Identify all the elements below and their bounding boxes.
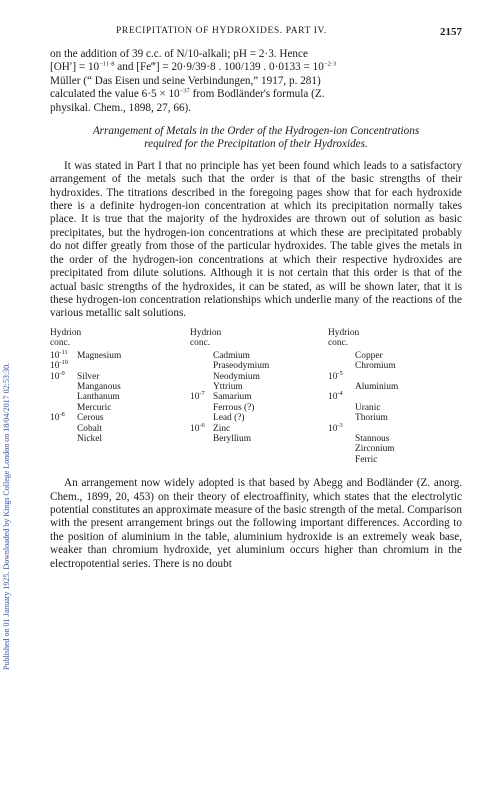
table-cell bbox=[328, 421, 355, 434]
table-body bbox=[50, 348, 462, 465]
conc-exponent: -11 bbox=[59, 348, 68, 356]
p1-line-3: Müller (“ Das Eisen und seine Verbindungen,” 1917, p. 281) bbox=[50, 74, 321, 87]
table-cell bbox=[328, 434, 355, 444]
metal-name: Silver bbox=[77, 371, 100, 382]
metal-name bbox=[77, 455, 190, 465]
metal-name bbox=[77, 444, 190, 454]
download-watermark: Published on 01 January 1925. Downloaded by Kings College London on 18/04/2017 02:53:30. bbox=[2, 362, 11, 670]
conc-exponent: -9 bbox=[59, 369, 65, 377]
p1-line-5: physikal. Chem., 1898, 27, 66). bbox=[50, 101, 192, 114]
metal-name: Aluminium bbox=[355, 381, 399, 392]
paragraph-3 bbox=[50, 477, 462, 571]
header-col-3 bbox=[328, 328, 462, 348]
conc-base: 10 bbox=[190, 392, 200, 403]
metal-name: Ferrous (?) bbox=[213, 402, 255, 413]
section-title: Arrangement of Metals in the Order of the Hydrogen-ion Concentrations required for the Precipitation of their Hydroxides. bbox=[92, 125, 420, 151]
header-label: Hydrion bbox=[328, 327, 360, 338]
conc-base: 10 bbox=[328, 392, 338, 403]
table-cell bbox=[190, 403, 213, 413]
metal-name: Uranic bbox=[355, 402, 381, 413]
table-cell bbox=[328, 444, 355, 454]
p1-l4a: calculated the value 6·5 × 10 bbox=[50, 88, 180, 101]
paragraph-1 bbox=[50, 48, 462, 115]
metal-name: Cerous bbox=[77, 413, 104, 424]
metal-name: Praseodymium bbox=[213, 361, 270, 372]
metal-name: Ferric bbox=[355, 454, 378, 465]
header-col-1 bbox=[50, 328, 190, 348]
conc-exponent: -7 bbox=[199, 390, 205, 398]
table-cell bbox=[328, 392, 355, 402]
table-cell bbox=[190, 444, 213, 454]
table-cell bbox=[50, 382, 77, 392]
running-head bbox=[116, 26, 462, 38]
table-cell bbox=[50, 455, 77, 465]
hydrion-table bbox=[50, 328, 462, 465]
metal-name: Lanthanum bbox=[77, 392, 120, 403]
table-cell bbox=[190, 392, 213, 402]
table-cell bbox=[190, 361, 213, 371]
conc-base: 10 bbox=[50, 413, 60, 424]
running-title: PRECIPITATION OF HYDROXIDES. PART IV. bbox=[116, 26, 327, 36]
metal-name: Chromium bbox=[355, 361, 396, 372]
p1-l4b: from Bodländer's formula (Z. bbox=[189, 88, 325, 101]
metal-name: Mercuric bbox=[77, 402, 112, 413]
table-cell bbox=[328, 351, 355, 361]
table-cell bbox=[190, 434, 213, 444]
conc-base: 10 bbox=[328, 423, 338, 434]
table-cell bbox=[190, 372, 213, 382]
header-label: Hydrion bbox=[50, 327, 82, 338]
conc-base: 10 bbox=[50, 361, 60, 372]
metal-name: Samarium bbox=[213, 392, 252, 403]
conc-base: 10 bbox=[190, 423, 200, 434]
metal-name: Magnesium bbox=[77, 350, 122, 361]
p1-line-4 bbox=[50, 88, 462, 101]
table-cell bbox=[328, 455, 355, 465]
metal-name: Manganous bbox=[77, 381, 121, 392]
metal-name: Cadmium bbox=[213, 350, 250, 361]
table-header bbox=[50, 328, 462, 348]
table-cell bbox=[50, 369, 77, 382]
metal-name: Yttrium bbox=[213, 381, 243, 392]
header-sub: conc. bbox=[50, 337, 71, 348]
conc-exponent: -3 bbox=[337, 421, 343, 429]
conc-exponent: -4 bbox=[337, 390, 343, 398]
conc-exponent: -6 bbox=[199, 421, 205, 429]
metal-name bbox=[355, 424, 462, 434]
p1-l2b: and [Fe‴] = 20·9/39·8 . 100/139 . 0·0133 = 10 bbox=[114, 61, 324, 74]
table-cell bbox=[50, 424, 77, 434]
table-cell bbox=[50, 413, 77, 423]
p1-l2a: [OH′] = 10 bbox=[50, 61, 100, 74]
table-cell bbox=[50, 392, 77, 402]
metal-name: Thorium bbox=[355, 413, 388, 424]
p3-text: An arrangement now widely adopted is that based by Abegg and Bodländer (Z. anorg. Chem., 1899, 20, 453) on their theory of electroaffinity, which states that the electrolytic potential constitutes an approximate measure of the basic strength of the metal. Comparison with the present arrangement brings out the following important differences. According to the position of aluminium in the table, aluminium hydroxide is an extremely weak base, weaker than chromium hydroxide, yet aluminium occurs higher than chromium in the electropotential series. There is no doubt bbox=[50, 477, 462, 570]
p1-l2-exp: −11·8 bbox=[99, 60, 115, 68]
metal-name: Stannous bbox=[355, 433, 390, 444]
metal-name bbox=[355, 372, 462, 382]
metal-name: Lead (?) bbox=[213, 413, 245, 424]
table-cell bbox=[190, 351, 213, 361]
header-sub: conc. bbox=[190, 337, 211, 348]
metal-name: Nickel bbox=[77, 433, 102, 444]
table-cell bbox=[50, 434, 77, 444]
conc-base: 10 bbox=[50, 350, 60, 361]
metal-name: Beryllium bbox=[213, 433, 252, 444]
table-cell bbox=[190, 421, 213, 434]
table-cell bbox=[328, 403, 355, 413]
p1-line-2 bbox=[50, 61, 462, 74]
metal-name: Zirconium bbox=[355, 444, 395, 455]
metal-name bbox=[213, 444, 328, 454]
table-cell bbox=[50, 444, 77, 454]
p2-text: It was stated in Part I that no principle has yet been found which leads to a satisfactory arrangement of the metals such that the order is that of the basic strengths of their hydroxides. The titrations described in the foregoing pages show that for each hydroxide there is a definite hydrogen-ion concentration at which its precipitation normally takes place. It is true that the majority of the hydroxides are thrown out of solution as basic precipitates, but the hydrogen-ion concentrations at which these are precipitated probably do not differ greatly from those of the particular hydroxides. The table gives the metals in the order of the hydrogen-ion concentrations at which their respective hydroxides are precipitated from dilute solutions. Although it is not certain that this order is that of the actual basic strengths of the hydroxides, it can be stated, as will be shown later, that it is these hydrogen-ion concentration relationships which underlie many of the reactions of the various metallic salt solutions. bbox=[50, 159, 462, 320]
table-cell bbox=[328, 369, 355, 382]
table-cell bbox=[190, 455, 213, 465]
metal-name: Neodymium bbox=[213, 371, 260, 382]
conc-base: 10 bbox=[50, 371, 60, 382]
metal-name bbox=[355, 392, 462, 402]
metal-name: Zinc bbox=[213, 423, 231, 434]
p1-l2-exp2: −2·3 bbox=[323, 60, 337, 68]
conc-exponent: -8 bbox=[59, 411, 65, 419]
paragraph-2 bbox=[50, 160, 462, 321]
conc-base: 10 bbox=[328, 371, 338, 382]
metal-name bbox=[77, 361, 190, 371]
header-label: Hydrion bbox=[190, 327, 222, 338]
conc-exponent: -10 bbox=[59, 359, 69, 366]
metal-name: Cobalt bbox=[77, 423, 102, 434]
header-sub: conc. bbox=[328, 337, 349, 348]
page bbox=[50, 26, 462, 571]
header-col-2 bbox=[190, 328, 328, 348]
conc-exponent: -5 bbox=[337, 369, 343, 377]
page-number: 2157 bbox=[440, 26, 462, 38]
p1-line-1: on the addition of 39 c.c. of N/10-alkali; pH = 2·3. Hence bbox=[50, 48, 308, 60]
metal-name: Copper bbox=[355, 350, 383, 361]
metal-name bbox=[213, 455, 328, 465]
p1-l4-exp: −37 bbox=[179, 87, 190, 95]
